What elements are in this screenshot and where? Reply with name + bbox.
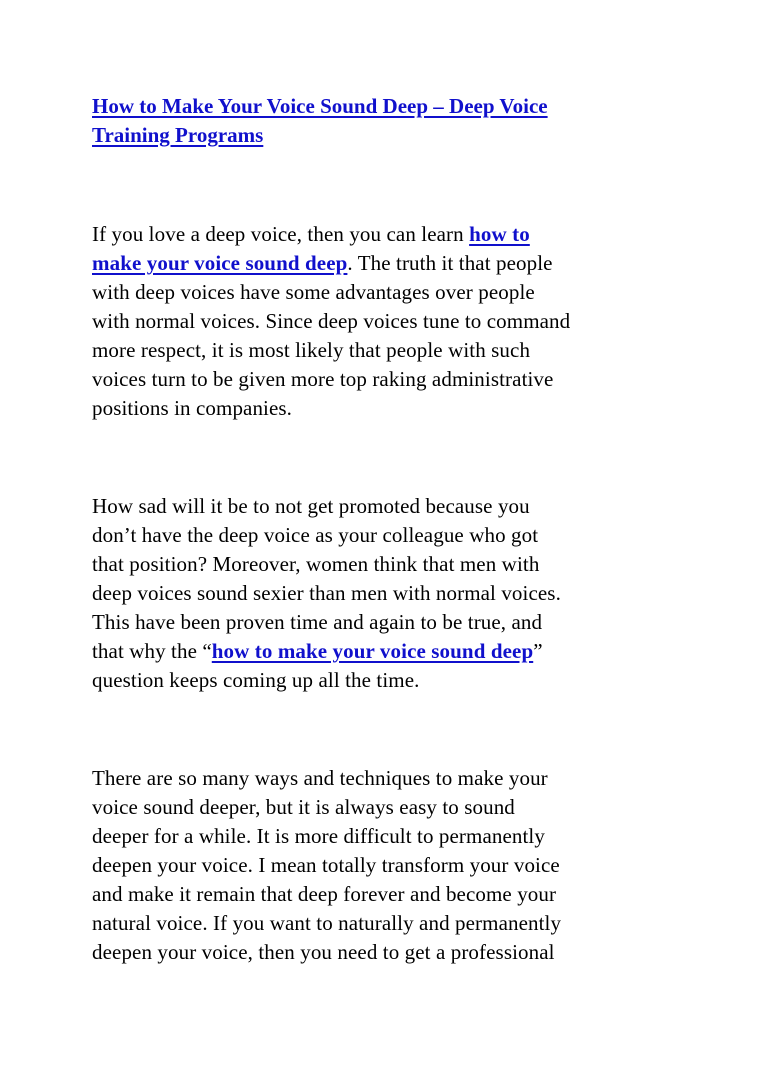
p1-line-7: positions in companies.	[92, 396, 293, 420]
p1-line-1-text: If you love a deep voice, then you can learn	[92, 222, 470, 246]
document-title[interactable]	[92, 92, 692, 150]
p2-line-6-pre: that why the “	[92, 639, 212, 663]
p1-line-2	[92, 249, 692, 278]
p3-line-4: deepen your voice. I mean totally transform your voice	[92, 853, 560, 877]
p2-line-3: that position? Moreover, women think that men with	[92, 552, 540, 576]
p2-line-6-post: ”	[533, 639, 543, 663]
p3-line-5: and make it remain that deep forever and become your	[92, 882, 557, 906]
inline-link-how-to[interactable]: how to	[469, 222, 530, 246]
paragraph-2	[92, 492, 692, 695]
p2-line-5: This have been proven time and again to be true, and	[92, 610, 543, 634]
p1-line-6: voices turn to be given more top raking administrative	[92, 367, 554, 391]
p3-line-6: natural voice. If you want to naturally and permanently	[92, 911, 562, 935]
document-page	[92, 92, 692, 964]
p2-line-6	[92, 637, 692, 666]
inline-link-how-to-make-voice-deep[interactable]: how to make your voice sound deep	[211, 639, 534, 663]
p2-line-2: don’t have the deep voice as your colleague who got	[92, 523, 539, 547]
p2-line-1: How sad will it be to not get promoted because you	[92, 494, 530, 518]
p1-line-5: more respect, it is most likely that people with such	[92, 338, 531, 362]
paragraph-3	[92, 764, 692, 967]
title-line-1[interactable]: How to Make Your Voice Sound Deep – Deep Voice	[92, 94, 548, 118]
p1-line-4: with normal voices. Since deep voices tune to command	[92, 309, 571, 333]
p1-line-1	[92, 220, 692, 249]
p1-line-2-text: . The truth it that people	[347, 251, 553, 275]
p3-line-2: voice sound deeper, but it is always easy to sound	[92, 795, 515, 819]
inline-link-make-voice-deep[interactable]: make your voice sound deep	[92, 251, 348, 275]
title-line-2[interactable]: Training Programs	[92, 123, 264, 147]
p1-line-3: with deep voices have some advantages over people	[92, 280, 535, 304]
p2-line-7: question keeps coming up all the time.	[92, 668, 420, 692]
p3-line-1: There are so many ways and techniques to make your	[92, 766, 548, 790]
p2-line-4: deep voices sound sexier than men with normal voices.	[92, 581, 561, 605]
p3-line-3: deeper for a while. It is more difficult to permanently	[92, 824, 545, 848]
paragraph-1	[92, 220, 692, 423]
p3-line-7: deepen your voice, then you need to get a professional	[92, 940, 555, 964]
